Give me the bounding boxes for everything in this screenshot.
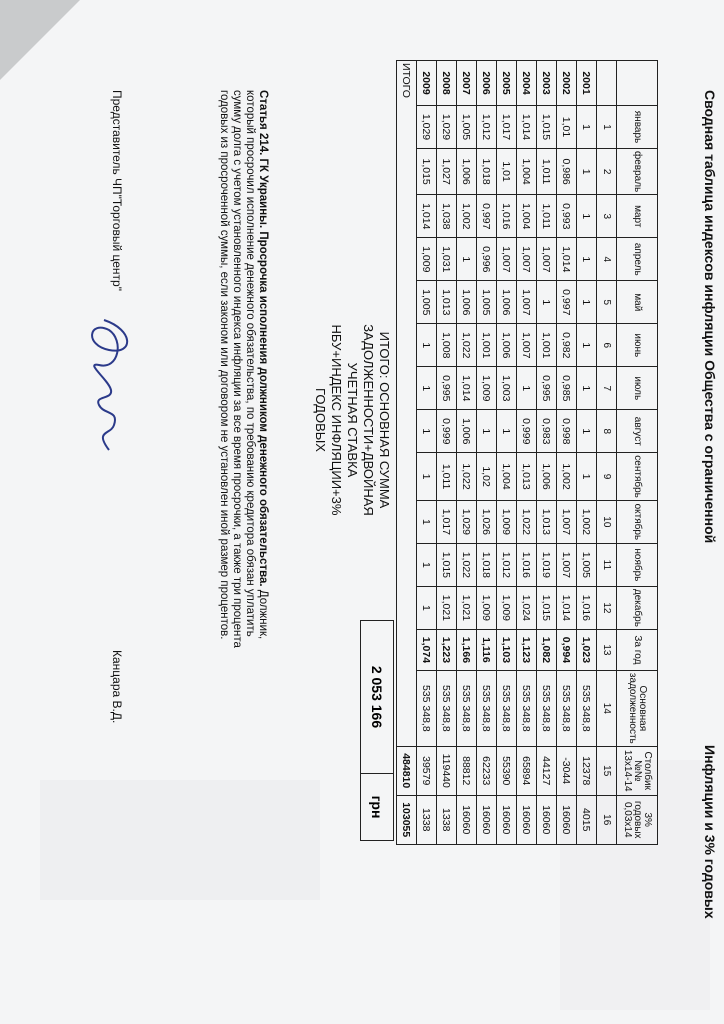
table-cell: 535 348,8 [577,670,597,746]
table-cell: 1,016 [577,586,597,629]
table-cell: 1,103 [497,629,517,670]
table-cell: 1 [577,367,597,410]
table-cell: 1,011 [537,195,557,238]
table-body [397,61,597,845]
table-cell: 1,006 [497,281,517,324]
table-cell: 1 [577,410,597,453]
table-cell: 1,014 [517,106,537,149]
column-header: За год [617,629,658,670]
table-cell: 16060 [497,795,517,844]
table-cell: 1,011 [537,149,557,195]
table-cell: -3044 [557,746,577,795]
table-cell: 1,004 [517,195,537,238]
table-cell: 0,996 [477,238,497,281]
summary-amount: 2 053 166 [361,621,394,774]
table-cell: 1 [417,324,437,367]
table-cell: 1,027 [437,149,457,195]
table-title: Сводная таблица индексов инфляции Общества с ограниченной [702,90,718,544]
total-row [397,61,417,845]
table-cell: 1,015 [417,149,437,195]
column-header: октябрь [617,500,658,543]
table-cell: 1 [577,324,597,367]
law-article [217,90,269,650]
table-cell: 1,007 [557,543,577,586]
table-cell: 1,013 [437,281,457,324]
table-cell: 1 [577,281,597,324]
table-cell: 1,018 [477,149,497,195]
column-number: 4 [597,238,617,281]
table-cell: 1,082 [537,629,557,670]
year-number-cell [597,61,617,106]
article-heading: Статья 214. ГК Украины. Просрочка исполнения должником денежного обязательства. [257,90,269,587]
table-cell: 1,005 [457,106,477,149]
table-cell: 1,001 [537,324,557,367]
table-cell: 1,022 [517,500,537,543]
table-cell: 1,015 [537,586,557,629]
table-cell: 1 [517,367,537,410]
table-cell: 1,007 [517,238,537,281]
table-cell: 1,009 [497,500,517,543]
column-number: 14 [597,670,617,746]
column-number: 7 [597,367,617,410]
column-header: июль [617,367,658,410]
column-header: март [617,195,658,238]
table-cell: 1 [417,410,437,453]
table-cell: 1 [497,410,517,453]
table-cell: 1,006 [457,281,477,324]
table-cell: 12378 [577,746,597,795]
table-cell: 1,009 [477,367,497,410]
table-cell: 1 [417,367,437,410]
table-cell: 1,017 [497,106,517,149]
column-number: 13 [597,629,617,670]
table-cell: 0,997 [557,281,577,324]
column-number: 8 [597,410,617,453]
table-cell: 1,007 [557,500,577,543]
table-cell: 1,018 [477,543,497,586]
table-cell: 1,002 [457,195,477,238]
table-row [557,61,577,845]
table-cell: 1,005 [477,281,497,324]
table-cell: 1,223 [437,629,457,670]
table-row [417,61,437,845]
column-header: январь [617,106,658,149]
table-cell: 535 348,8 [437,670,457,746]
table-title-right: Инфляции и 3% годовых [702,745,718,919]
table-cell: 16060 [517,795,537,844]
table-cell: 1,002 [557,453,577,501]
column-number: 16 [597,795,617,844]
table-cell: 535 348,8 [457,670,477,746]
table-cell: 1,009 [417,238,437,281]
table-cell: 1 [577,453,597,501]
year-cell: 2004 [517,61,537,106]
table-row [577,61,597,845]
table-cell: 1,016 [497,195,517,238]
table-row [517,61,537,845]
table-cell: 1,011 [437,453,457,501]
year-cell: 2008 [437,61,457,106]
table-cell: 1,005 [577,543,597,586]
table-cell: 1 [577,195,597,238]
column-number: 6 [597,324,617,367]
table-row [477,61,497,845]
signer-label: Представитель ЧП"Торговый центр" [110,90,124,291]
table-cell: 1,013 [517,453,537,501]
summary-currency: грн [361,774,394,841]
summary-line-2: НБУ+ИНДЕКС ИНФЛЯЦИИ+3% ГОДОВЫХ [313,324,344,516]
table-cell: 0,999 [437,410,457,453]
table-cell: 88812 [457,746,477,795]
table-cell: 1,029 [437,106,457,149]
table-cell: 0,983 [537,410,557,453]
column-header: август [617,410,658,453]
table-cell: 1,007 [537,238,557,281]
column-number: 10 [597,500,617,543]
table-cell: 535 348,8 [537,670,557,746]
table-cell: 0,994 [557,629,577,670]
table-cell: 16060 [477,795,497,844]
table-cell: 1,015 [437,543,457,586]
table-cell: 1,004 [497,453,517,501]
table-cell: 535 348,8 [557,670,577,746]
table-cell: 1,074 [417,629,437,670]
year-cell: 2005 [497,61,517,106]
year-cell: 2009 [417,61,437,106]
table-cell: 1,003 [497,367,517,410]
table-cell: 1,008 [437,324,457,367]
table-cell: 535 348,8 [477,670,497,746]
table-cell: 1,004 [517,149,537,195]
table-cell: 1,116 [477,629,497,670]
table-cell: 1,007 [497,238,517,281]
table-cell: 0,982 [557,324,577,367]
table-cell: 1,002 [577,500,597,543]
table-cell: 1,014 [417,195,437,238]
column-number: 12 [597,586,617,629]
table-cell: 1,019 [537,543,557,586]
table-cell: 0,995 [437,367,457,410]
column-number: 11 [597,543,617,586]
column-header: апрель [617,238,658,281]
table-cell: 1,012 [497,543,517,586]
table-cell: 535 348,8 [517,670,537,746]
column-number: 5 [597,281,617,324]
table-cell: 0,999 [517,410,537,453]
table-cell: 1,015 [537,106,557,149]
column-header: декабрь [617,586,658,629]
column-header: сентябрь [617,453,658,501]
table-cell: 1,014 [457,367,477,410]
table-cell: 1,006 [497,324,517,367]
table-cell: 1,029 [417,106,437,149]
table-cell: 1,022 [457,453,477,501]
table-cell: 1 [457,238,477,281]
table-cell: 1,031 [437,238,457,281]
summary-text [312,305,392,535]
column-number: 3 [597,195,617,238]
year-header [617,61,658,106]
table-cell: 1,123 [517,629,537,670]
header-row [617,61,658,845]
column-header: ноябрь [617,543,658,586]
table-cell: 119440 [437,746,457,795]
table-cell: 1 [577,238,597,281]
table-cell: 39579 [417,746,437,795]
table-row [497,61,517,845]
table-cell: 1 [577,106,597,149]
table-cell: 1,007 [517,281,537,324]
table-cell: 1,023 [577,629,597,670]
table-cell: 535 348,8 [497,670,517,746]
table-cell: 1,038 [437,195,457,238]
table-cell: 535 348,8 [417,670,437,746]
table-cell: 0,997 [477,195,497,238]
table-cell: 65894 [517,746,537,795]
table-cell: 1 [417,500,437,543]
total-label: ИТОГО [397,61,417,747]
table-cell: 62233 [477,746,497,795]
table-cell: 1,012 [477,106,497,149]
year-cell: 2007 [457,61,477,106]
table-cell: 1,013 [537,500,557,543]
table-cell: 1,021 [457,586,477,629]
column-header: май [617,281,658,324]
year-cell: 2001 [577,61,597,106]
table-cell: 1338 [417,795,437,844]
table-cell: 0,986 [557,149,577,195]
table-cell: 1 [417,543,437,586]
year-cell: 2002 [557,61,577,106]
table-cell: 1,007 [517,324,537,367]
table-cell: 1,029 [457,500,477,543]
table-cell: 55390 [497,746,517,795]
table-cell: 1 [477,410,497,453]
year-cell: 2003 [537,61,557,106]
table-cell: 1,005 [417,281,437,324]
table-cell: 0,998 [557,410,577,453]
handwritten-signature [79,310,139,460]
table-cell: 1,017 [437,500,457,543]
table-cell: 1 [417,453,437,501]
column-header: 3% годовых 0,03x14 [617,795,658,844]
signer-name: Канцара В.Д. [110,650,124,724]
table-cell: 1,014 [557,238,577,281]
table-cell: 1,006 [457,410,477,453]
column-header: февраль [617,149,658,195]
table-cell: 1,016 [517,543,537,586]
table-cell: 0,993 [557,195,577,238]
column-number: 15 [597,746,617,795]
table-cell: 1,021 [437,586,457,629]
column-header: Столбик №№ 13х14-14 [617,746,658,795]
table-cell: 1,006 [457,149,477,195]
table-cell: 16060 [537,795,557,844]
column-number-row [597,61,617,845]
total-col16: 103055 [397,795,417,844]
table-cell: 1 [577,149,597,195]
table-cell: 1,022 [457,543,477,586]
table-cell: 1,006 [537,453,557,501]
table-row [537,61,557,845]
table-cell: 1,01 [497,149,517,195]
table-row [437,61,457,845]
table-cell: 1 [417,586,437,629]
column-number: 1 [597,106,617,149]
total-col15: 484810 [397,746,417,795]
table-cell: 0,985 [557,367,577,410]
table-cell: 16060 [457,795,477,844]
signature-line [110,90,124,850]
table-cell: 1,02 [477,453,497,501]
column-header: июнь [617,324,658,367]
table-row [457,61,477,845]
table-cell: 1,001 [477,324,497,367]
table-cell: 1338 [437,795,457,844]
table-cell: 1,014 [557,586,577,629]
table-cell: 1,166 [457,629,477,670]
table-cell: 1,024 [517,586,537,629]
column-number: 9 [597,453,617,501]
table-cell: 1 [537,281,557,324]
table-cell: 1,009 [497,586,517,629]
table-cell: 0,995 [537,367,557,410]
column-number: 2 [597,149,617,195]
summary-amount-box [360,620,394,841]
summary-line-1: ИТОГО: ОСНОВНАЯ СУММА ЗАДОЛЖЕННОСТИ+ДВОЙНАЯ УЧЕТНАЯ СТАВКА [345,324,392,516]
table-cell: 4015 [577,795,597,844]
table-cell: 1,01 [557,106,577,149]
column-header: Основная задолженность [617,670,658,746]
table-cell: 1,009 [477,586,497,629]
inflation-table [396,60,658,845]
article-text: Должник, который просрочил исполнение денежного обязательства, по требованию кредитора обязан уплатить сумму долга с учетом установленного индекса инфляции за все время просрочки, а также три процента годовых из просроченной суммы, если законом или договором не установлен иной размер процентов. [218,90,269,648]
table-cell: 44127 [537,746,557,795]
table-cell: 16060 [557,795,577,844]
year-cell: 2006 [477,61,497,106]
table-cell: 1,026 [477,500,497,543]
table-cell: 1,022 [457,324,477,367]
